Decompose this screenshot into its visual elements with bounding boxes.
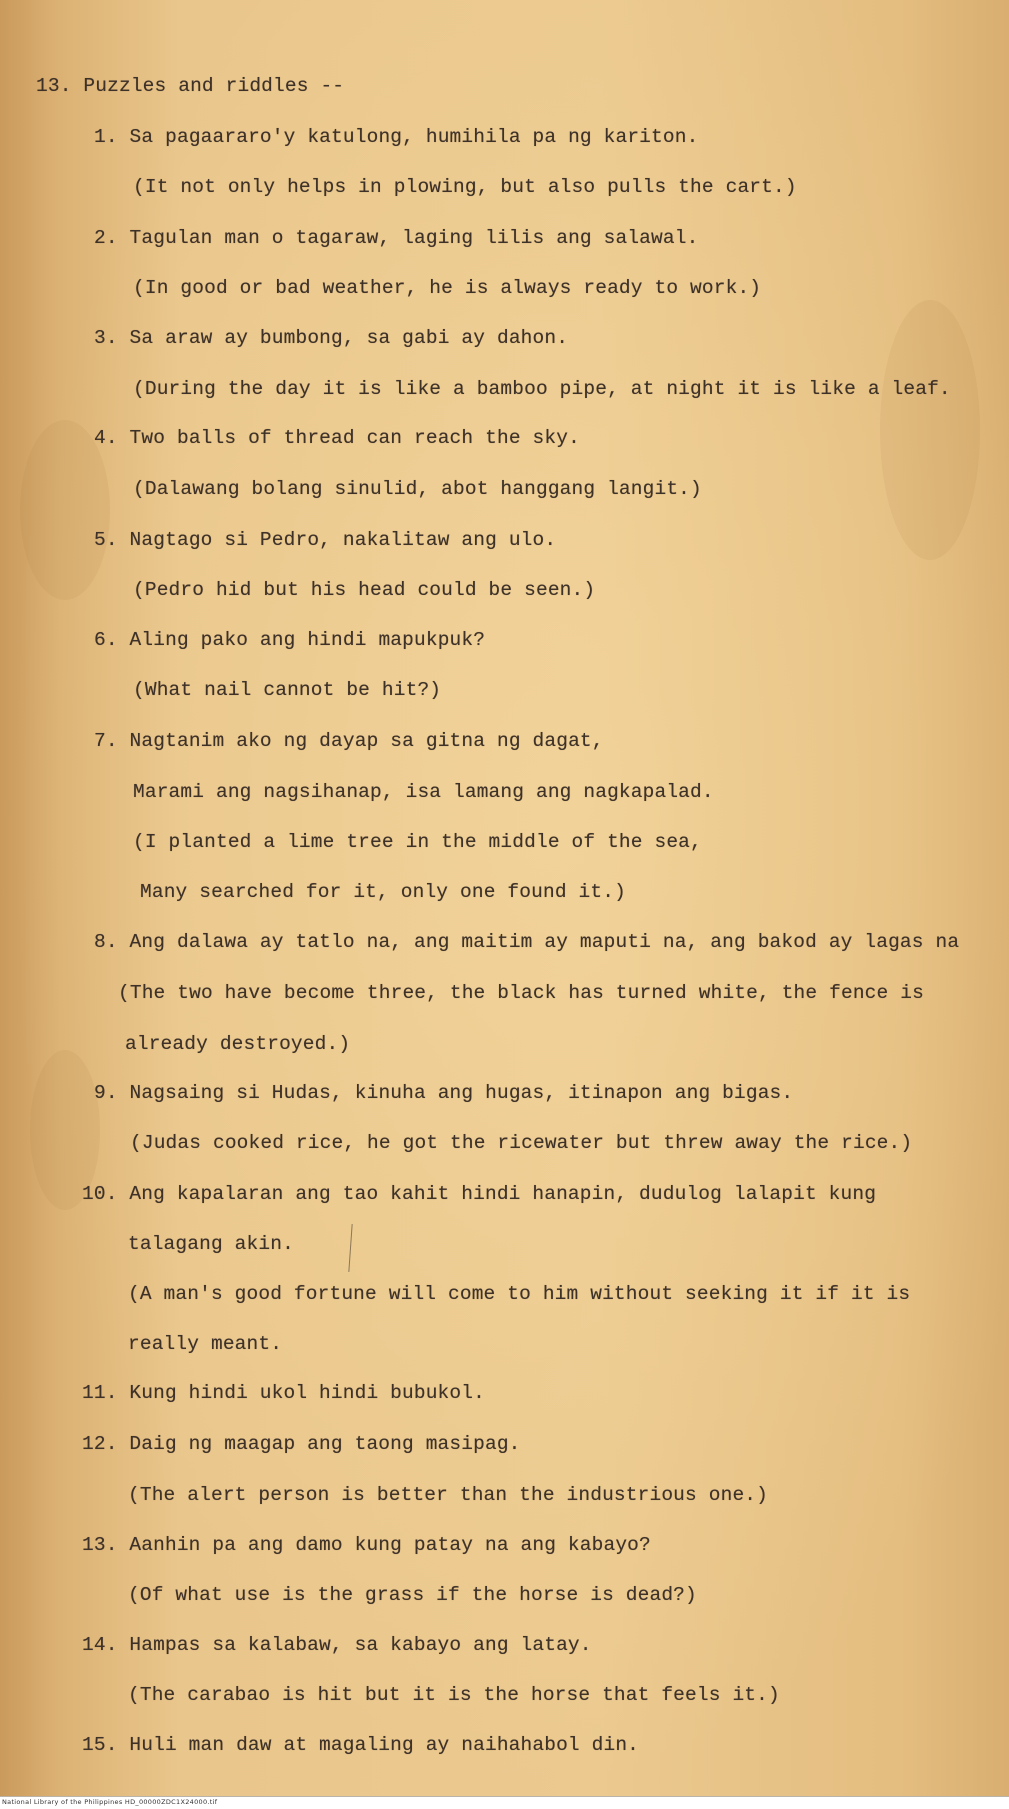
riddle-9-translation: (Judas cooked rice, he got the ricewater but threw away the rice.) xyxy=(130,1132,913,1154)
riddle-4-english: 4. Two balls of thread can reach the sky. xyxy=(94,427,580,449)
riddle-1-tagalog: 1. Sa pagaararo'y katulong, humihila pa ng kariton. xyxy=(94,126,699,148)
proverb-14-translation: (The carabao is hit but it is the horse that feels it.) xyxy=(128,1684,780,1706)
riddle-7-tagalog-line-1: 7. Nagtanim ako ng dayap sa gitna ng dagat, xyxy=(94,730,604,752)
proverb-14-tagalog: 14. Hampas sa kalabaw, sa kabayo ang latay. xyxy=(82,1634,592,1656)
proverb-13-translation: (Of what use is the grass if the horse is dead?) xyxy=(128,1584,697,1606)
section-heading: 13. Puzzles and riddles -- xyxy=(36,75,345,97)
proverb-15-tagalog: 15. Huli man daw at magaling ay naihahabol din. xyxy=(82,1734,640,1756)
riddle-9-tagalog: 9. Nagsaing si Hudas, kinuha ang hugas, itinapon ang bigas. xyxy=(94,1082,794,1104)
riddle-2-translation: (In good or bad weather, he is always ready to work.) xyxy=(133,277,762,299)
riddle-8-translation-line-1: (The two have become three, the black has turned white, the fence is xyxy=(118,982,924,1004)
proverb-13-tagalog: 13. Aanhin pa ang damo kung patay na ang kabayo? xyxy=(82,1534,651,1556)
riddle-7-translation-line-2: Many searched for it, only one found it.) xyxy=(140,881,626,903)
riddle-6-tagalog: 6. Aling pako ang hindi mapukpuk? xyxy=(94,629,486,651)
proverb-12-translation: (The alert person is better than the industrious one.) xyxy=(128,1484,769,1506)
riddle-4-translation: (Dalawang bolang sinulid, abot hanggang langit.) xyxy=(133,478,702,500)
proverb-10-translation-line-1: (A man's good fortune will come to him without seeking it if it is xyxy=(128,1283,911,1305)
riddle-7-translation-line-1: (I planted a lime tree in the middle of the sea, xyxy=(133,831,702,853)
proverb-10-tagalog-line-2: talagang akin. xyxy=(128,1233,294,1255)
riddle-7-tagalog-line-2: Marami ang nagsihanap, isa lamang ang nagkapalad. xyxy=(133,781,714,803)
riddle-1-translation: (It not only helps in plowing, but also pulls the cart.) xyxy=(133,176,797,198)
archive-footer-text: National Library of the Philippines HD_00000ZDC1X24000.tif xyxy=(2,1798,218,1806)
riddle-5-translation: (Pedro hid but his head could be seen.) xyxy=(133,579,596,601)
pencil-mark xyxy=(348,1224,352,1272)
proverb-11-tagalog: 11. Kung hindi ukol hindi bubukol. xyxy=(82,1382,485,1404)
proverb-10-tagalog-line-1: 10. Ang kapalaran ang tao kahit hindi hanapin, dudulog lalapit kung xyxy=(82,1183,877,1205)
riddle-5-tagalog: 5. Nagtago si Pedro, nakalitaw ang ulo. xyxy=(94,529,557,551)
riddle-3-translation: (During the day it is like a bamboo pipe, at night it is like a leaf. xyxy=(133,378,951,400)
proverb-10-translation-line-2: really meant. xyxy=(128,1333,283,1355)
riddle-8-translation-line-2: already destroyed.) xyxy=(125,1033,351,1055)
proverb-12-tagalog: 12. Daig ng maagap ang taong masipag. xyxy=(82,1433,521,1455)
riddle-6-translation: (What nail cannot be hit?) xyxy=(133,679,442,701)
paper-stain xyxy=(880,300,980,560)
riddle-8-tagalog: 8. Ang dalawa ay tatlo na, ang maitim ay maputi na, ang bakod ay lagas na xyxy=(94,931,960,953)
riddle-3-tagalog: 3. Sa araw ay bumbong, sa gabi ay dahon. xyxy=(94,327,569,349)
riddle-2-tagalog: 2. Tagulan man o tagaraw, laging lilis ang salawal. xyxy=(94,227,699,249)
